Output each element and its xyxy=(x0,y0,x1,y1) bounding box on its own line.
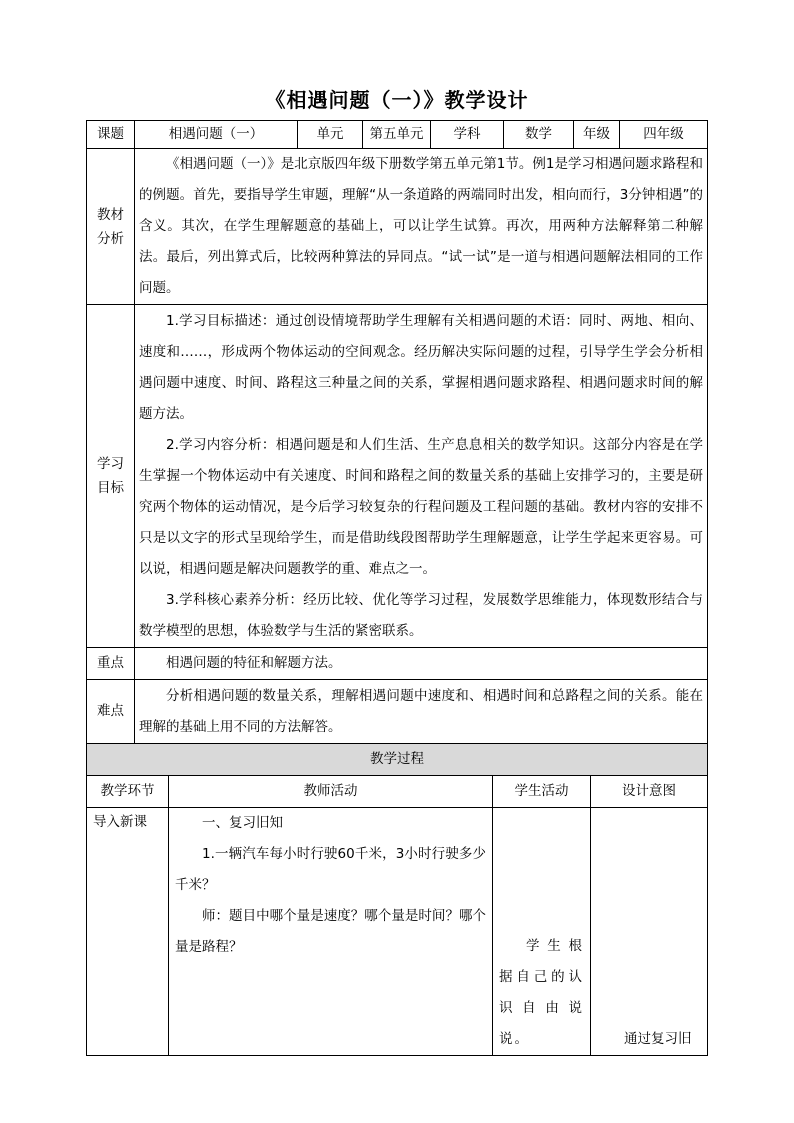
page-title: 《相遇问题（一）》教学设计 xyxy=(265,88,529,112)
process-heading: 教学过程 xyxy=(87,744,708,776)
goals-paragraph-2: 2.学习内容分析：相遇问题是和人们生活、生产息息相关的数学知识。这部分内容是在学生掌握一个物体运动中有关速度、时间和路程之间的数量关系的基础上安排学习的，主要是研究两个物体的运动情况，是今后学习较复杂的行程问题及工程问题的基础。教材内容的安排不只是以文字的形式呈现给学生，而是借助线段图帮助学生理解题意，让学生学起来更容易。可以说，相遇问题是解决问题教学的重、难点之一。 xyxy=(139,436,703,577)
subject-value: 数学 xyxy=(504,121,574,149)
student-cell xyxy=(493,808,591,1056)
goals-label xyxy=(87,305,135,648)
material-text: 《相遇问题（一）》是北京版四年级下册数学第五单元第1节。例1是学习相遇问题求路程和的例题。首先，要指导学生审题，理解“从一条道路的两端同时出发，相向而行，3分钟相遇”的含义。其次，在学生理解题意的基础上，可以让学生试算。再次，用两种方法解释第二种解法。最后，列出算式后，比较两种算法的异同点。“试一试”是一道与相遇问题解法相同的工作问题。 xyxy=(139,156,703,296)
goals-paragraph-3: 3.学科核心素养分析：经历比较、优化等学习过程，发展数学思维能力，体现数形结合与数学模型的思想，体验数学与生活的紧密联系。 xyxy=(139,591,703,639)
intent-text: 通过复习旧 xyxy=(624,1031,692,1047)
stage-cell xyxy=(87,808,169,1056)
teaching-process-table xyxy=(86,743,708,1056)
grade-value: 四年级 xyxy=(620,121,708,149)
material-label-line1: 教材 xyxy=(97,206,124,223)
teacher-text-3: 师：题目中哪个量是速度？哪个量是时间？哪个量是路程？ xyxy=(175,908,486,955)
student-text: 学生根据自己的认识自由说说。 xyxy=(499,938,584,1047)
lesson-info-table xyxy=(86,120,708,744)
key-point-label: 重点 xyxy=(87,648,135,680)
grade-label: 年级 xyxy=(574,121,620,149)
difficulty-label: 难点 xyxy=(87,680,135,744)
process-column-headers xyxy=(87,776,708,808)
col-stage-header: 教学环节 xyxy=(87,776,169,808)
teacher-text-1: 一、复习旧知 xyxy=(202,815,283,831)
unit-label: 单元 xyxy=(298,121,363,149)
teacher-cell xyxy=(169,808,493,1056)
material-label xyxy=(87,149,135,305)
intent-cell xyxy=(591,808,708,1056)
goals-paragraph-1: 1.学习目标描述：通过创设情境帮助学生理解有关相遇问题的术语：同时、两地、相向、速度和……，形成两个物体运动的空间观念。经历解决实际问题的过程，引导学生学会分析相遇问题中速度、时间、路程这三种量之间的关系，掌握相遇问题求路程、相遇问题求时间的解题方法。 xyxy=(139,312,703,422)
header-row xyxy=(87,121,708,149)
col-teacher-header: 教师活动 xyxy=(169,776,493,808)
unit-value: 第五单元 xyxy=(363,121,431,149)
teacher-text-2: 1.一辆汽车每小时行驶60千米，3小时行驶多少千米？ xyxy=(175,846,486,893)
subject-label: 学科 xyxy=(431,121,504,149)
col-student-header: 学生活动 xyxy=(493,776,591,808)
col-intent-header: 设计意图 xyxy=(591,776,708,808)
topic-value: 相遇问题（一） xyxy=(135,121,298,149)
material-label-line2: 分析 xyxy=(97,230,124,247)
goals-cell xyxy=(135,305,708,648)
material-row xyxy=(87,149,708,305)
key-point-row xyxy=(87,648,708,680)
goals-label-line2: 目标 xyxy=(97,480,124,496)
key-point-text: 相遇问题的特征和解题方法。 xyxy=(166,655,342,671)
goals-row xyxy=(87,305,708,648)
difficulty-text: 分析相遇问题的数量关系，理解相遇问题中速度和、相遇时间和总路程之间的关系。能在理解的基础上用不同的方法解答。 xyxy=(139,687,703,735)
process-heading-row xyxy=(87,744,708,776)
stage-text: 导入新课 xyxy=(93,814,147,830)
material-cell xyxy=(135,149,708,305)
key-point-cell xyxy=(135,648,708,680)
difficulty-row xyxy=(87,680,708,744)
difficulty-cell xyxy=(135,680,708,744)
topic-label: 课题 xyxy=(87,121,135,149)
goals-label-line1: 学习 xyxy=(97,456,124,472)
process-row xyxy=(87,808,708,1056)
